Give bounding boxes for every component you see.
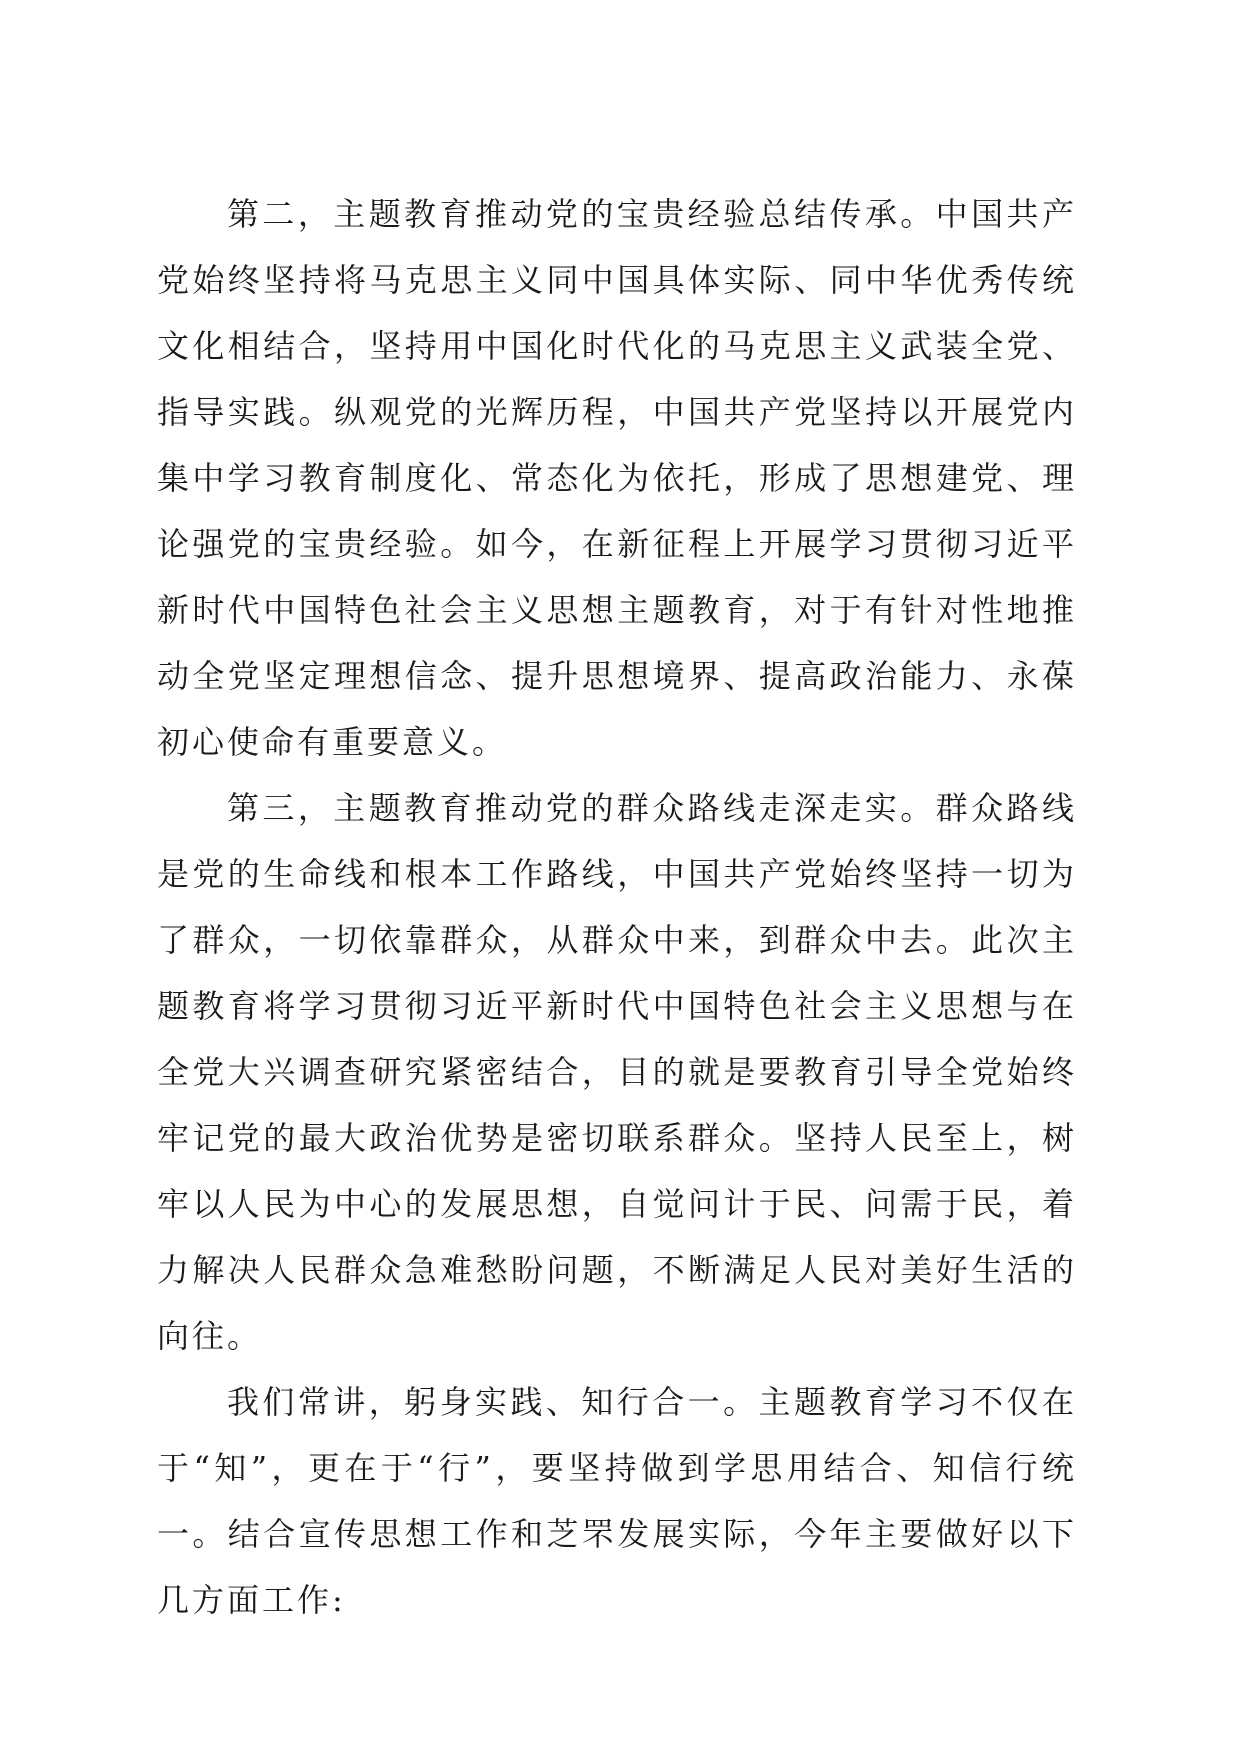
document-body [157, 181, 1077, 1633]
paragraph-second-point: 第二，主题教育推动党的宝贵经验总结传承。中国共产党始终坚持将马克思主义同中国具体实际、同中华优秀传统文化相结合，坚持用中国化时代化的马克思主义武装全党、指导实践。纵观党的光辉历程，中国共产党坚持以开展党内集中学习教育制度化、常态化为依托，形成了思想建党、理论强党的宝贵经验。如今，在新征程上开展学习贯彻习近平新时代中国特色社会主义思想主题教育，对于有针对性地推动全党坚定理想信念、提升思想境界、提高政治能力、永葆初心使命有重要意义。 [157, 195, 1077, 761]
paragraph-third-point: 第三，主题教育推动党的群众路线走深走实。群众路线是党的生命线和根本工作路线，中国共产党始终坚持一切为了群众，一切依靠群众，从群众中来，到群众中去。此次主题教育将学习贯彻习近平新时代中国特色社会主义思想与在全党大兴调查研究紧密结合，目的就是要教育引导全党始终牢记党的最大政治优势是密切联系群众。坚持人民至上，树牢以人民为中心的发展思想，自觉问计于民、问需于民，着力解决人民群众急难愁盼问题，不断满足人民对美好生活的向往。 [157, 789, 1077, 1355]
paragraph-practice-intro: 我们常讲，躬身实践、知行合一。主题教育学习不仅在于“知”，更在于“行”，要坚持做到学思用结合、知信行统一。结合宣传思想工作和芝罘发展实际，今年主要做好以下几方面工作: [157, 1383, 1077, 1619]
